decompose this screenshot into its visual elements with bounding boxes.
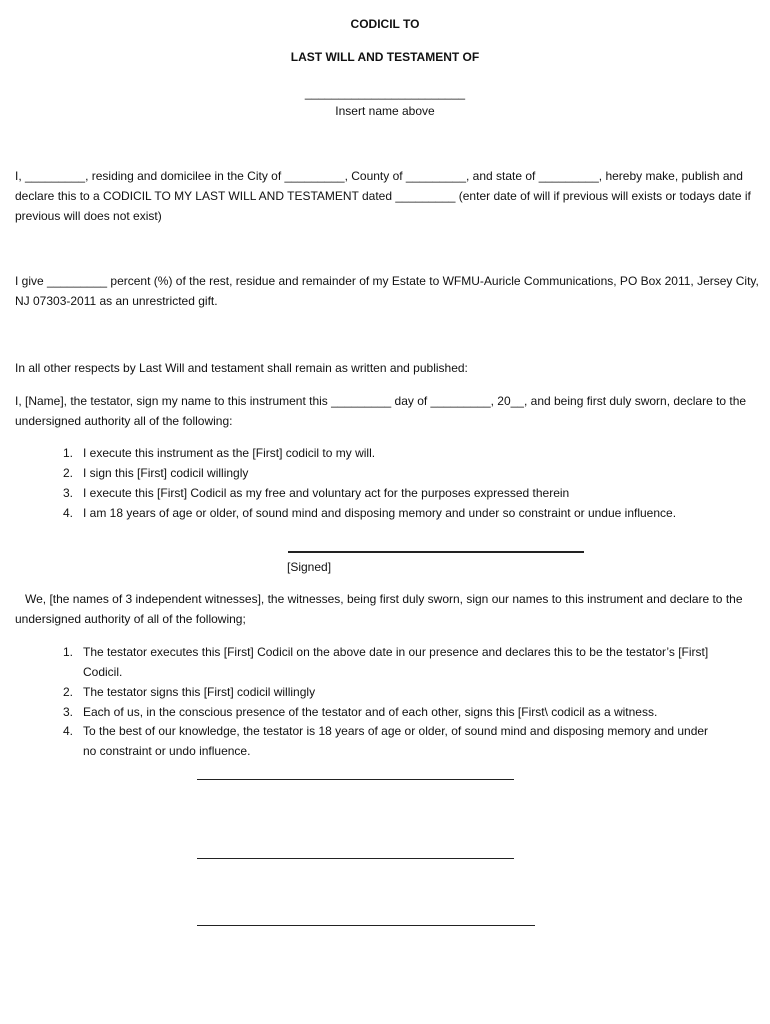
- list-text: The testator signs this [First] codicil willingly: [83, 685, 316, 699]
- list-text: I execute this instrument as the [First] codicil to my will.: [83, 446, 376, 460]
- list-text: The testator executes this [First] Codicil on the above date in our presence and declares this to be the testator’s [First]: [83, 645, 709, 659]
- witnesses-paragraph: We, [the names of 3 independent witnesses], the witnesses, being first duly sworn, sign our names to this instrument and declare to the undersigned authority of all of the following;: [15, 592, 743, 626]
- list-text: To the best of our knowledge, the testator is 18 years of age or older, of sound mind and disposing memory and under: [83, 724, 709, 738]
- list-text: Each of us, in the conscious presence of the testator and of each other, signs this [First\ codicil as a witness.: [83, 705, 658, 719]
- name-caption: Insert name above: [335, 104, 435, 118]
- list-text-continued: no constraint or undo influence.: [83, 744, 251, 758]
- list-number: 2.: [62, 685, 73, 699]
- list-text: I sign this [First] codicil willingly: [83, 466, 249, 480]
- signature-line-testator: [288, 551, 584, 553]
- list-number: 2.: [62, 466, 73, 480]
- title-last-will: LAST WILL AND TESTAMENT OF: [290, 50, 480, 64]
- list-number: 4.: [62, 724, 73, 738]
- list-text: I execute this [First] Codicil as my free and voluntary act for the purposes expressed therein: [83, 486, 570, 500]
- list-number: 3.: [62, 486, 73, 500]
- other-respects-paragraph: In all other respects by Last Will and testament shall remain as written and published:: [15, 361, 468, 375]
- list-number: 1.: [62, 645, 73, 659]
- list-text: I am 18 years of age or older, of sound mind and disposing memory and under so constraint or undue influence.: [83, 506, 677, 520]
- list-number: 4.: [62, 506, 73, 520]
- signature-line-witness-3: [197, 925, 535, 926]
- list-number: 1.: [62, 446, 73, 460]
- signature-line-witness-1: [197, 779, 514, 780]
- signature-line-witness-2: [197, 858, 514, 859]
- testator-sign-paragraph: I, [Name], the testator, sign my name to this instrument this _________ day of _________, 20__, and being first duly sworn, declare to the undersigned authority all of the following:: [15, 394, 747, 428]
- name-blank-line: ________________________: [304, 86, 466, 100]
- list-text-continued: Codicil.: [83, 665, 123, 679]
- declaration-paragraph: I, _________, residing and domicilee in the City of _________, County of _________, and state of _________, hereby make, publish and declare this to a CODICIL TO MY LAST WILL AND TESTAMENT dated _________ (enter date of will if previous will exists or todays date if previous will does not exist): [15, 169, 751, 223]
- gift-paragraph: I give _________ percent (%) of the rest, residue and remainder of my Estate to WFMU-Auricle Communications, PO Box 2011, Jersey City, NJ 07303-2011 as an unrestricted gift.: [15, 274, 759, 308]
- signed-label: [Signed]: [287, 560, 332, 574]
- list-number: 3.: [62, 705, 73, 719]
- title-codicil: CODICIL TO: [350, 17, 420, 31]
